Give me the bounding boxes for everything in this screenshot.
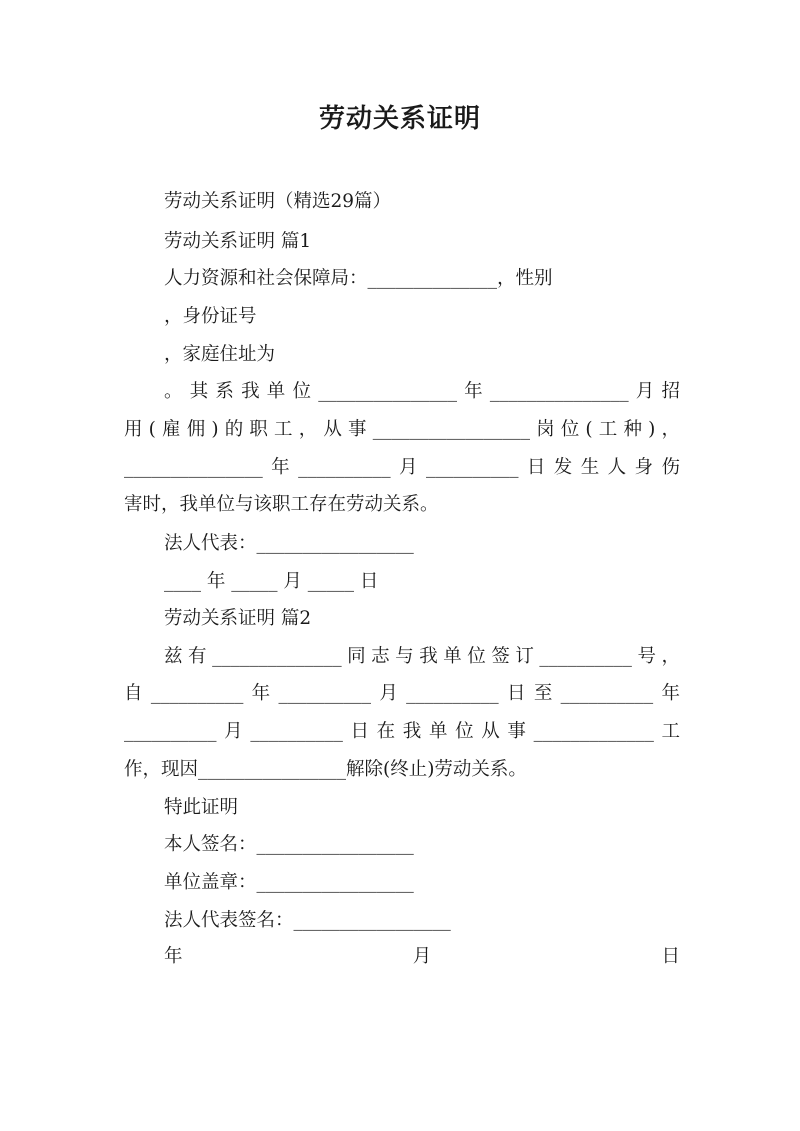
id-number-line: ，身份证号 <box>164 306 257 327</box>
doc-heading-line: 劳动关系证明（精选29篇） <box>164 191 392 212</box>
employment-line-4: 害时，我单位与该职工存在劳动关系。 <box>124 494 439 515</box>
legal-rep-signature-line: 法人代表签名：_________________ <box>164 910 451 931</box>
legal-rep-line-1: 法人代表：_________________ <box>164 533 414 554</box>
employment-line-1: 。其系我单位_______________年_______________月招 <box>164 381 680 402</box>
date-day-label: 日 <box>661 946 680 967</box>
contract-line-4: 作，现因________________解除(终止)劳动关系。 <box>124 759 527 780</box>
section-1-heading: 劳动关系证明 篇1 <box>164 231 312 252</box>
addressee-line: 人力资源和社会保障局：______________，性别 <box>164 268 553 289</box>
date-year-label: 年 <box>164 946 183 967</box>
employment-line-3: _______________年__________月__________日发生人身伤 <box>124 457 680 478</box>
unit-seal-line: 单位盖章：_________________ <box>164 872 414 893</box>
date-line-1: ____ 年 _____ 月 _____ 日 <box>164 571 379 592</box>
address-line: ，家庭住址为 <box>164 344 276 365</box>
contract-line-2: 自__________年__________月__________日至__________年 <box>124 683 680 704</box>
contract-line-3: __________月__________日在我单位从事_____________工 <box>124 721 680 742</box>
certify-line: 特此证明 <box>164 797 239 818</box>
document-title: 劳动关系证明 <box>318 104 481 134</box>
contract-line-1: 兹有______________同志与我单位签订__________号， <box>164 646 680 667</box>
date-month-label: 月 <box>412 946 432 967</box>
self-signature-line: 本人签名：_________________ <box>164 834 414 855</box>
date-line-2 <box>164 945 680 969</box>
employment-line-2: 用(雇佣)的职工，从事_________________岗位(工种)， <box>124 419 680 440</box>
section-2-heading: 劳动关系证明 篇2 <box>164 608 312 629</box>
